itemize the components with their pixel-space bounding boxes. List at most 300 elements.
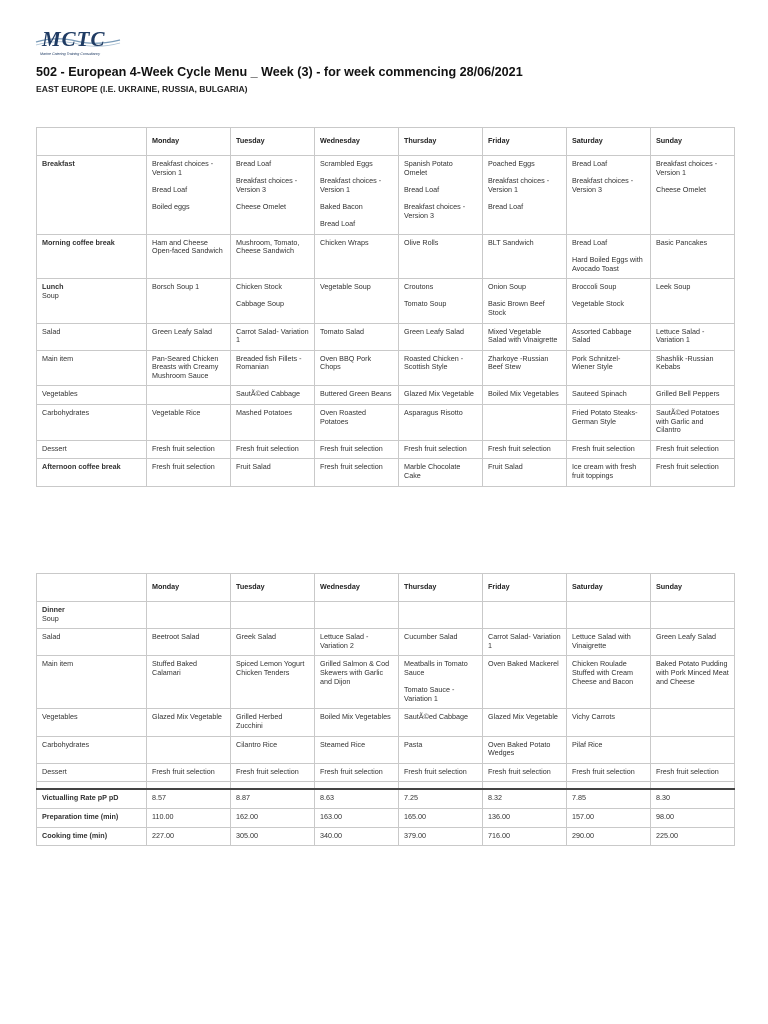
row-label-text: Dessert — [42, 443, 67, 453]
svg-text:MCTC: MCTC — [42, 27, 106, 51]
menu-cell-tuesday — [231, 279, 315, 323]
row-label — [37, 350, 147, 386]
menu-cell-sunday — [651, 350, 735, 386]
menu-item: Breakfast choices - Version 1 — [152, 159, 214, 177]
summary-value-sunday: 98.00 — [651, 808, 735, 827]
menu-cell-friday — [483, 350, 567, 386]
menu-row-dinner — [37, 602, 735, 629]
day-header-tuesday: Tuesday — [231, 128, 315, 156]
menu-cell-monday — [147, 156, 231, 235]
menu-cell-thursday — [399, 656, 483, 709]
summary-value-saturday: 7.85 — [567, 789, 651, 808]
menu-item: Pan-Seared Chicken Breasts with Creamy Mushroom Sauce — [152, 353, 219, 380]
day-header-tuesday: Tuesday — [231, 574, 315, 602]
menu-cell-monday — [147, 629, 231, 656]
menu-item: Breakfast choices - Version 3 — [236, 176, 298, 194]
menu-cell-saturday — [567, 459, 651, 486]
menu-item: Poached Eggs — [488, 159, 535, 168]
menu-cell-wednesday — [315, 709, 399, 736]
day-header-friday: Friday — [483, 574, 567, 602]
menu-cell-friday — [483, 234, 567, 278]
menu-item: Breakfast choices - Version 3 — [404, 201, 466, 220]
menu-cell-tuesday — [231, 440, 315, 459]
separator-cell — [231, 782, 315, 790]
row-label-text: Dessert — [42, 766, 67, 776]
menu-item: Fruit Salad — [488, 462, 523, 472]
menu-item: Green Leafy Salad — [152, 326, 212, 336]
menu-item: Cheese Omelet — [236, 201, 286, 211]
menu-cell-thursday — [399, 763, 483, 782]
day-header-thursday: Thursday — [399, 574, 483, 602]
menu-item: Assorted Cabbage Salad — [572, 326, 632, 345]
menu-item: Fresh fruit selection — [152, 443, 215, 453]
summary-value-sunday: 8.30 — [651, 789, 735, 808]
menu-item: Spiced Lemon Yogurt Chicken Tenders — [236, 659, 305, 677]
menu-cell-saturday — [567, 156, 651, 235]
menu-item: Roasted Chicken - Scottish Style — [404, 353, 464, 372]
menu-item: Green Leafy Salad — [656, 632, 716, 642]
menu-cell-monday — [147, 709, 231, 736]
menu-row-main-item — [37, 656, 735, 709]
day-header-wednesday: Wednesday — [315, 574, 399, 602]
menu-row-breakfast — [37, 156, 735, 235]
menu-cell-friday — [483, 156, 567, 235]
menu-row-vegetables — [37, 709, 735, 736]
menu-item: Lettuce Salad with Vinaigrette — [572, 632, 631, 650]
menu-item: Grilled Salmon & Cod Skewers with Garlic and Dijon — [320, 659, 390, 686]
menu-cell-saturday — [567, 386, 651, 405]
row-label-text: Lunch — [42, 282, 64, 292]
menu-cell-tuesday — [231, 602, 315, 629]
menu-item: Basic Brown Beef Stock — [488, 299, 545, 317]
menu-cell-sunday — [651, 405, 735, 441]
menu-cell-sunday — [651, 279, 735, 323]
menu-item: Oven Baked Mackerel — [488, 659, 559, 669]
row-label — [37, 629, 147, 656]
menu-cell-sunday — [651, 459, 735, 486]
menu-item: Fruit Salad — [236, 462, 271, 472]
menu-item: Fresh fruit selection — [236, 766, 299, 776]
menu-cell-sunday — [651, 763, 735, 782]
menu-item: Grilled Herbed Zucchini — [236, 712, 283, 730]
summary-value-thursday: 165.00 — [399, 808, 483, 827]
menu-item: Chicken Stock — [236, 282, 282, 292]
menu-cell-friday — [483, 440, 567, 459]
menu-cell-thursday — [399, 156, 483, 235]
menu-item: Boiled eggs — [152, 201, 190, 211]
summary-value-sunday: 225.00 — [651, 827, 735, 846]
menu-item: Scrambled Eggs — [320, 159, 373, 168]
menu-item: Mashed Potatoes — [236, 408, 292, 418]
summary-value-wednesday: 163.00 — [315, 808, 399, 827]
menu-cell-saturday — [567, 602, 651, 629]
menu-cell-wednesday — [315, 602, 399, 629]
day-header-sunday: Sunday — [651, 128, 735, 156]
menu-item: Glazed Mix Vegetable — [404, 389, 474, 399]
day-header-monday: Monday — [147, 574, 231, 602]
menu-cell-thursday — [399, 405, 483, 441]
menu-item: Grilled Bell Peppers — [656, 389, 720, 399]
summary-label: Cooking time (min) — [37, 827, 147, 846]
menu-item: Breakfast choices - Version 3 — [572, 176, 634, 194]
menu-cell-monday — [147, 763, 231, 782]
row-label — [37, 234, 147, 278]
menu-cell-wednesday — [315, 323, 399, 350]
summary-value-monday: 110.00 — [147, 808, 231, 827]
menu-item: Oven BBQ Pork Chops — [320, 353, 372, 372]
menu-item: Cheese Omelet — [656, 184, 706, 194]
summary-value-wednesday: 340.00 — [315, 827, 399, 846]
day-header-monday: Monday — [147, 128, 231, 156]
menu-cell-monday — [147, 350, 231, 386]
menu-cell-thursday — [399, 709, 483, 736]
row-label — [37, 323, 147, 350]
summary-label: Preparation time (min) — [37, 808, 147, 827]
separator-cell — [483, 782, 567, 790]
row-label — [37, 440, 147, 459]
separator-cell — [651, 782, 735, 790]
menu-row-dessert — [37, 763, 735, 782]
menu-row-dessert — [37, 440, 735, 459]
menu-cell-thursday — [399, 350, 483, 386]
menu-item: Fresh fruit selection — [488, 443, 551, 453]
summary-value-friday: 8.32 — [483, 789, 567, 808]
menu-cell-wednesday — [315, 763, 399, 782]
menu-item: Fresh fruit selection — [236, 443, 299, 453]
menu-item: Bread Loaf — [152, 184, 188, 194]
menu-item: Fried Potato Steaks- German Style — [572, 408, 638, 426]
menu-cell-saturday — [567, 656, 651, 709]
menu-item: Fresh fruit selection — [404, 766, 467, 776]
menu-item: Stuffed Baked Calamari — [152, 659, 198, 677]
menu-cell-friday — [483, 459, 567, 486]
menu-item: Marble Chocolate Cake — [404, 462, 461, 481]
menu-cell-sunday — [651, 602, 735, 629]
menu-item: Beetroot Salad — [152, 632, 200, 642]
menu-cell-friday — [483, 323, 567, 350]
menu-item: Tomato Salad — [320, 326, 364, 336]
menu-cell-thursday — [399, 234, 483, 278]
menu-cell-friday — [483, 763, 567, 782]
menu-cell-saturday — [567, 323, 651, 350]
menu-cell-wednesday — [315, 629, 399, 656]
menu-item: Tomato Soup — [404, 299, 447, 309]
row-label — [37, 405, 147, 441]
menu-cell-friday — [483, 279, 567, 323]
menu-item: Bread Loaf — [572, 237, 608, 247]
row-label-text: Carbohydrates — [42, 408, 90, 418]
menu-item: Oven Roasted Potatoes — [320, 408, 366, 426]
menu-cell-thursday — [399, 440, 483, 459]
row-label-text: Main item — [42, 659, 74, 669]
summary-row-cooking-time-min — [37, 827, 735, 846]
menu-row-main-item — [37, 350, 735, 386]
menu-item: Carrot Salad- Variation 1 — [488, 632, 561, 650]
menu-cell-monday — [147, 459, 231, 486]
separator-cell — [399, 782, 483, 790]
menu-cell-tuesday — [231, 234, 315, 278]
menu-cell-sunday — [651, 629, 735, 656]
menu-cell-monday — [147, 405, 231, 441]
summary-value-thursday: 7.25 — [399, 789, 483, 808]
menu-table-day — [36, 127, 735, 487]
menu-cell-tuesday — [231, 350, 315, 386]
menu-cell-sunday — [651, 440, 735, 459]
menu-item: Boiled Mix Vegetables — [320, 712, 391, 722]
menu-cell-thursday — [399, 602, 483, 629]
row-label-text: Afternoon coffee break — [42, 462, 121, 472]
row-label-text: Main item — [42, 353, 74, 363]
menu-item: Pasta — [404, 739, 423, 749]
menu-cell-sunday — [651, 656, 735, 709]
menu-item: Tomato Sauce - Variation 1 — [404, 685, 455, 703]
menu-item: Ice cream with fresh fruit toppings — [572, 462, 637, 481]
menu-item: Borsch Soup 1 — [152, 282, 200, 292]
menu-item: Bread Loaf — [488, 201, 524, 211]
page-title: 502 - European 4-Week Cycle Menu _ Week (3) - for week commencing 28/06/2021 — [36, 65, 523, 79]
menu-item: Ham and Cheese Open-faced Sandwich — [152, 237, 223, 256]
menu-item: Baked Bacon — [320, 201, 363, 211]
summary-value-tuesday: 162.00 — [231, 808, 315, 827]
menu-cell-wednesday — [315, 459, 399, 486]
menu-cell-saturday — [567, 440, 651, 459]
day-header-wednesday: Wednesday — [315, 128, 399, 156]
menu-cell-tuesday — [231, 459, 315, 486]
menu-item: Fresh fruit selection — [656, 766, 719, 776]
menu-cell-sunday — [651, 386, 735, 405]
menu-item: Boiled Mix Vegetables — [488, 389, 559, 399]
menu-item: Mushroom, Tomato, Cheese Sandwich — [236, 237, 300, 256]
row-label — [37, 156, 147, 235]
menu-item: Glazed Mix Vegetable — [152, 712, 222, 722]
menu-item: Lettuce Salad - Variation 1 — [656, 326, 705, 345]
row-label — [37, 736, 147, 763]
menu-cell-monday — [147, 386, 231, 405]
menu-cell-tuesday — [231, 629, 315, 656]
menu-cell-thursday — [399, 736, 483, 763]
menu-item: Oven Baked Potato Wedges — [488, 739, 551, 758]
menu-cell-saturday — [567, 405, 651, 441]
menu-item: Fresh fruit selection — [404, 443, 467, 453]
menu-cell-sunday — [651, 234, 735, 278]
menu-cell-monday — [147, 234, 231, 278]
row-label — [37, 459, 147, 486]
menu-cell-wednesday — [315, 405, 399, 441]
menu-row-morning-coffee-break — [37, 234, 735, 278]
menu-cell-tuesday — [231, 709, 315, 736]
menu-item: Greek Salad — [236, 632, 276, 642]
summary-separator — [37, 782, 735, 790]
menu-row-lunch — [37, 279, 735, 323]
menu-item: Zharkoye -Russian Beef Stew — [488, 353, 549, 372]
summary-label: Victualling Rate pP pD — [37, 789, 147, 808]
summary-value-thursday: 379.00 — [399, 827, 483, 846]
menu-item: Fresh fruit selection — [572, 766, 635, 776]
mctc-logo — [34, 26, 124, 58]
menu-cell-tuesday — [231, 656, 315, 709]
summary-value-tuesday: 8.87 — [231, 789, 315, 808]
day-header-thursday: Thursday — [399, 128, 483, 156]
menu-item: Breaded fish Fillets - Romanian — [236, 353, 302, 372]
menu-cell-tuesday — [231, 736, 315, 763]
menu-item: Hard Boiled Eggs with Avocado Toast — [572, 254, 643, 273]
menu-item: Fresh fruit selection — [572, 443, 635, 453]
menu-item: Onion Soup — [488, 282, 526, 292]
menu-item: Mixed Vegetable Salad with Vinaigrette — [488, 326, 558, 345]
menu-cell-saturday — [567, 763, 651, 782]
menu-item: Sauteed Spinach — [572, 389, 627, 399]
svg-text:Marine Catering Training Consu: Marine Catering Training Consultancy — [40, 52, 101, 56]
separator-cell — [37, 782, 147, 790]
row-label-text: Carbohydrates — [42, 739, 90, 749]
menu-cell-wednesday — [315, 736, 399, 763]
menu-cell-friday — [483, 656, 567, 709]
menu-cell-friday — [483, 736, 567, 763]
summary-value-monday: 8.57 — [147, 789, 231, 808]
row-label-text: Salad — [42, 326, 61, 336]
menu-item: Meatballs in Tomato Sauce — [404, 659, 468, 677]
menu-item: Glazed Mix Vegetable — [488, 712, 558, 722]
menu-item: Breakfast choices - Version 1 — [320, 176, 382, 194]
summary-value-friday: 136.00 — [483, 808, 567, 827]
menu-item: Breakfast choices - Version 1 — [656, 159, 718, 177]
summary-value-tuesday: 305.00 — [231, 827, 315, 846]
menu-item: Fresh fruit selection — [656, 462, 719, 472]
menu-cell-friday — [483, 629, 567, 656]
menu-item: Baked Potato Pudding with Pork Minced Meat and Cheese — [656, 659, 729, 686]
row-label-text: Breakfast — [42, 159, 75, 168]
menu-cell-monday — [147, 736, 231, 763]
menu-cell-thursday — [399, 279, 483, 323]
summary-value-friday: 716.00 — [483, 827, 567, 846]
menu-cell-wednesday — [315, 386, 399, 405]
summary-value-saturday: 290.00 — [567, 827, 651, 846]
menu-item: Broccoli Soup — [572, 282, 617, 292]
menu-cell-wednesday — [315, 350, 399, 386]
menu-item: Breakfast choices - Version 1 — [488, 176, 550, 194]
row-label — [37, 709, 147, 736]
summary-value-wednesday: 8.63 — [315, 789, 399, 808]
menu-item: Vichy Carrots — [572, 712, 616, 722]
summary-row-preparation-time-min — [37, 808, 735, 827]
menu-cell-monday — [147, 279, 231, 323]
menu-item: Steamed Rice — [320, 739, 366, 749]
menu-item: Vegetable Rice — [152, 408, 201, 418]
summary-value-monday: 227.00 — [147, 827, 231, 846]
menu-row-carbohydrates — [37, 736, 735, 763]
menu-row-afternoon-coffee-break — [37, 459, 735, 486]
day-header-sunday: Sunday — [651, 574, 735, 602]
row-label — [37, 602, 147, 629]
row-label-text: Vegetables — [42, 389, 78, 399]
menu-cell-sunday — [651, 736, 735, 763]
menu-cell-saturday — [567, 736, 651, 763]
row-sublabel: Soup — [42, 613, 59, 623]
menu-cell-saturday — [567, 350, 651, 386]
menu-cell-thursday — [399, 459, 483, 486]
row-sublabel: Soup — [42, 290, 59, 300]
menu-item: Pilaf Rice — [572, 739, 603, 749]
menu-cell-friday — [483, 405, 567, 441]
menu-cell-tuesday — [231, 323, 315, 350]
menu-item: Bread Loaf — [404, 184, 440, 194]
menu-cell-friday — [483, 602, 567, 629]
menu-item: Fresh fruit selection — [320, 462, 383, 472]
menu-cell-wednesday — [315, 156, 399, 235]
summary-row-victualling-rate-pp-pd — [37, 789, 735, 808]
menu-cell-thursday — [399, 323, 483, 350]
menu-cell-tuesday — [231, 156, 315, 235]
menu-cell-saturday — [567, 629, 651, 656]
menu-item: Fresh fruit selection — [320, 766, 383, 776]
menu-cell-thursday — [399, 629, 483, 656]
row-label — [37, 656, 147, 709]
menu-cell-wednesday — [315, 440, 399, 459]
menu-cell-sunday — [651, 156, 735, 235]
menu-item: Fresh fruit selection — [320, 443, 383, 453]
menu-item: Green Leafy Salad — [404, 326, 464, 336]
menu-item: Fresh fruit selection — [656, 443, 719, 453]
corner-cell — [37, 574, 147, 602]
menu-item: Pork Schnitzel- Wiener Style — [572, 353, 621, 372]
summary-value-saturday: 157.00 — [567, 808, 651, 827]
menu-cell-monday — [147, 440, 231, 459]
menu-item: Chicken Roulade Stuffed with Cream Cheese and Bacon — [572, 659, 634, 686]
row-label — [37, 279, 147, 323]
corner-cell — [37, 128, 147, 156]
menu-item: Buttered Green Beans — [320, 389, 392, 399]
menu-item: Bread Loaf — [320, 219, 356, 229]
menu-item: Spanish Potato Omelet — [404, 159, 453, 177]
menu-item: BLT Sandwich — [488, 237, 534, 247]
menu-item: SautÃ©ed Potatoes with Garlic and Cilantro — [656, 408, 720, 435]
menu-cell-wednesday — [315, 279, 399, 323]
menu-item: Vegetable Soup — [320, 282, 371, 292]
menu-cell-monday — [147, 656, 231, 709]
menu-cell-tuesday — [231, 386, 315, 405]
menu-cell-wednesday — [315, 234, 399, 278]
row-label-text: Dinner — [42, 605, 65, 614]
row-label-text: Vegetables — [42, 712, 78, 722]
menu-item: Cucumber Salad — [404, 632, 458, 642]
page-subtitle: EAST EUROPE (I.E. UKRAINE, RUSSIA, BULGARIA) — [36, 84, 248, 94]
menu-item: Croutons — [404, 282, 434, 292]
row-label — [37, 386, 147, 405]
menu-cell-saturday — [567, 709, 651, 736]
menu-cell-thursday — [399, 386, 483, 405]
menu-cell-friday — [483, 709, 567, 736]
menu-item: Cabbage Soup — [236, 299, 284, 309]
menu-item: Chicken Wraps — [320, 237, 369, 247]
menu-row-vegetables — [37, 386, 735, 405]
menu-item: Fresh fruit selection — [152, 462, 215, 472]
row-label-text: Morning coffee break — [42, 237, 115, 247]
menu-item: Bread Loaf — [572, 159, 608, 168]
menu-item: Asparagus Risotto — [404, 408, 463, 418]
menu-cell-sunday — [651, 323, 735, 350]
menu-cell-saturday — [567, 279, 651, 323]
menu-cell-sunday — [651, 709, 735, 736]
menu-row-carbohydrates — [37, 405, 735, 441]
row-label — [37, 763, 147, 782]
menu-item: Vegetable Stock — [572, 299, 624, 309]
menu-cell-tuesday — [231, 405, 315, 441]
menu-cell-friday — [483, 386, 567, 405]
menu-table-dinner — [36, 573, 735, 846]
menu-item: Lettuce Salad - Variation 2 — [320, 632, 369, 650]
menu-item: Fresh fruit selection — [152, 766, 215, 776]
menu-item: Shashlik -Russian Kebabs — [656, 353, 714, 372]
